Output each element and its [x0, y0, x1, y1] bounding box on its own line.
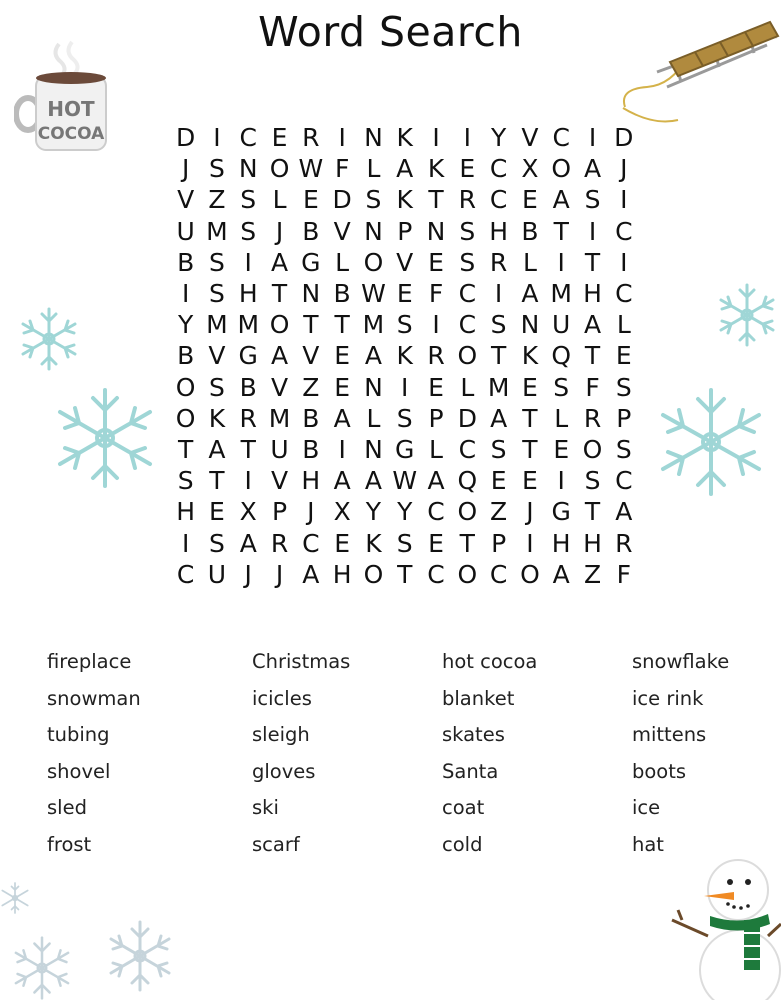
grid-letter[interactable]: X [239, 497, 257, 527]
grid-letter[interactable]: T [428, 185, 444, 215]
word-list-item: ice [632, 796, 661, 820]
grid-letter[interactable]: L [460, 372, 475, 402]
grid-letter[interactable]: A [427, 466, 445, 496]
grid-letter[interactable]: K [521, 341, 539, 371]
grid-letter[interactable]: Z [583, 559, 602, 589]
word-list-item: blanket [442, 686, 515, 710]
grid-letter[interactable]: T [178, 434, 194, 464]
grid-letter[interactable]: L [335, 247, 350, 277]
grid-letter[interactable]: S [553, 372, 570, 402]
word-list-item: hat [632, 832, 664, 856]
grid-letter[interactable]: J [307, 497, 315, 527]
grid-letter[interactable]: I [494, 279, 503, 309]
grid-letter[interactable]: P [428, 403, 444, 433]
grid-letter[interactable]: S [396, 310, 413, 340]
grid-letter[interactable]: D [332, 185, 352, 215]
grid-letter[interactable]: C [489, 185, 508, 215]
grid-letter[interactable]: I [338, 434, 346, 464]
grid-letter[interactable]: I [588, 216, 597, 246]
grid-letter[interactable]: O [269, 310, 290, 340]
grid-letter[interactable]: I [432, 123, 440, 153]
grid-letter[interactable]: C [427, 559, 445, 589]
grid-letter[interactable]: H [332, 559, 352, 589]
grid-letter[interactable]: V [396, 247, 414, 277]
grid-letter[interactable]: N [364, 123, 383, 153]
snowflake-icon [50, 388, 160, 488]
grid-letter[interactable]: S [240, 185, 257, 215]
grid-letter[interactable]: S [615, 434, 632, 464]
grid-letter[interactable]: J [526, 497, 534, 527]
grid-letter[interactable]: T [303, 310, 319, 340]
grid-letter[interactable]: B [302, 403, 320, 433]
grid-letter[interactable]: L [272, 185, 287, 215]
word-list-item: Christmas [252, 650, 351, 673]
grid-letter[interactable]: I [244, 247, 252, 277]
grid-letter[interactable]: R [302, 123, 320, 153]
grid-letter[interactable]: E [334, 528, 351, 558]
word-list-item: tubing [47, 723, 110, 747]
grid-letter[interactable]: A [490, 403, 508, 433]
grid-letter[interactable]: L [366, 154, 381, 184]
grid-letter[interactable]: M [206, 216, 228, 246]
snowman-icon [668, 858, 781, 1000]
grid-letter[interactable]: V [521, 123, 539, 153]
grid-letter[interactable]: A [208, 434, 226, 464]
grid-letter[interactable]: E [522, 466, 538, 496]
grid-letter[interactable]: G [301, 247, 321, 277]
grid-letter[interactable]: F [585, 372, 600, 402]
grid-letter[interactable]: C [615, 466, 633, 496]
grid-letter[interactable]: Y [178, 310, 194, 340]
grid-letter[interactable]: T [584, 497, 601, 527]
grid-letter[interactable]: B [177, 247, 195, 277]
grid-letter[interactable]: R [458, 185, 476, 215]
grid-letter[interactable]: S [209, 279, 225, 309]
word-list-item: ski [252, 796, 279, 820]
grid-letter[interactable]: I [181, 528, 190, 558]
grid-letter[interactable]: I [181, 279, 190, 309]
snowflake-icon [0, 870, 30, 926]
grid-letter[interactable]: A [583, 154, 602, 184]
grid-letter[interactable]: N [238, 154, 258, 184]
grid-letter[interactable]: H [489, 216, 509, 246]
mug-text-hot: HOT [47, 97, 95, 121]
grid-letter[interactable]: N [364, 434, 383, 464]
grid-letter[interactable]: V [208, 341, 226, 371]
grid-letter[interactable]: E [459, 154, 476, 184]
grid-letter[interactable]: M [237, 310, 260, 340]
grid-letter[interactable]: V [177, 185, 195, 215]
grid-letter[interactable]: O [363, 247, 384, 277]
grid-letter[interactable]: T [271, 279, 288, 309]
grid-letter[interactable]: E [553, 434, 570, 464]
grid-letter[interactable]: X [333, 497, 351, 527]
grid-letter[interactable]: A [239, 528, 257, 558]
grid-letter[interactable]: C [302, 528, 320, 558]
grid-letter[interactable]: N [364, 216, 383, 246]
page-title: Word Search [258, 8, 523, 56]
grid-letter[interactable]: I [401, 372, 409, 402]
grid-letter[interactable]: D [176, 123, 196, 153]
grid-letter[interactable]: C [427, 497, 445, 527]
grid-letter[interactable]: R [270, 528, 289, 558]
grid-letter[interactable]: C [458, 279, 477, 309]
grid-letter[interactable]: B [333, 279, 351, 309]
sled-icon [615, 12, 781, 130]
grid-letter[interactable]: H [583, 528, 602, 558]
grid-letter[interactable]: T [459, 528, 475, 558]
grid-letter[interactable]: J [620, 154, 628, 184]
grid-letter[interactable]: A [364, 466, 382, 496]
grid-letter[interactable]: F [616, 559, 631, 589]
grid-letter[interactable]: B [239, 372, 257, 402]
word-list-item: shovel [47, 759, 111, 783]
grid-letter[interactable]: S [209, 528, 225, 558]
grid-letter[interactable]: E [522, 372, 538, 402]
grid-letter[interactable]: O [175, 403, 196, 433]
grid-letter[interactable]: O [457, 559, 478, 589]
grid-letter[interactable]: A [333, 403, 351, 433]
grid-letter[interactable]: U [552, 310, 571, 340]
grid-letter[interactable]: Q [551, 341, 572, 371]
grid-letter[interactable]: N [364, 372, 383, 402]
word-list-item: snowflake [632, 650, 730, 673]
grid-letter[interactable]: V [270, 372, 289, 402]
grid-letter[interactable]: E [209, 497, 225, 527]
grid-letter[interactable]: U [176, 216, 195, 246]
grid-letter[interactable]: B [177, 341, 195, 371]
grid-letter[interactable]: C [615, 216, 633, 246]
grid-letter[interactable]: O [457, 497, 478, 527]
grid-letter[interactable]: V [333, 216, 351, 246]
grid-letter[interactable]: N [426, 216, 446, 246]
grid-letter[interactable]: M [362, 310, 385, 340]
grid-letter[interactable]: H [301, 466, 321, 496]
grid-letter[interactable]: E [271, 123, 288, 153]
grid-letter[interactable]: T [522, 434, 538, 464]
word-list-item: frost [47, 832, 92, 856]
grid-letter[interactable]: S [240, 216, 257, 246]
grid-letter[interactable]: M [268, 403, 291, 433]
grid-letter[interactable]: K [365, 528, 382, 558]
grid-letter[interactable]: N [301, 279, 321, 309]
grid-letter[interactable]: A [615, 497, 633, 527]
word-list-item: icicles [252, 686, 312, 710]
word-list-item: Santa [442, 759, 499, 783]
grid-letter[interactable]: A [396, 154, 414, 184]
word-list-item: mittens [632, 723, 707, 747]
grid-letter[interactable]: U [270, 434, 289, 464]
grid-letter[interactable]: K [208, 403, 226, 433]
grid-letter[interactable]: B [302, 434, 320, 464]
snowflake-icon [652, 388, 770, 496]
grid-letter[interactable]: E [334, 372, 351, 402]
grid-letter[interactable]: G [551, 497, 571, 527]
mug-text-cocoa: COCOA [37, 124, 105, 144]
grid-letter[interactable]: K [427, 154, 445, 184]
letter-grid [170, 122, 639, 590]
grid-letter[interactable]: E [334, 341, 351, 371]
grid-letter[interactable]: I [244, 466, 252, 496]
hot-cocoa-mug-icon [14, 36, 114, 156]
grid-letter[interactable]: Y [397, 497, 413, 527]
grid-letter[interactable]: A [270, 247, 289, 277]
grid-letter[interactable]: I [620, 247, 628, 277]
snowflake-icon [4, 936, 80, 1000]
grid-letter[interactable]: T [334, 310, 350, 340]
grid-letter[interactable]: R [239, 403, 257, 433]
grid-letter[interactable]: A [333, 466, 351, 496]
grid-letter[interactable]: L [366, 403, 381, 433]
grid-letter[interactable]: G [395, 434, 415, 464]
grid-letter[interactable]: V [302, 341, 320, 371]
grid-letter[interactable]: C [489, 154, 508, 184]
snowflake-icon [104, 920, 176, 992]
grid-letter[interactable]: I [338, 123, 346, 153]
word-list-item: gloves [252, 759, 316, 783]
grid-letter[interactable]: X [521, 154, 539, 184]
grid-letter[interactable]: L [554, 403, 569, 433]
grid-letter[interactable]: F [334, 154, 350, 184]
grid-letter[interactable]: I [432, 310, 440, 340]
grid-letter[interactable]: J [244, 559, 252, 589]
grid-letter[interactable]: O [520, 559, 540, 589]
grid-letter[interactable]: H [176, 497, 196, 527]
grid-letter[interactable]: O [363, 559, 384, 589]
grid-letter[interactable]: S [615, 372, 632, 402]
word-list-item: fireplace [47, 650, 132, 673]
snowflake-icon [16, 306, 82, 372]
word-list-item: coat [442, 796, 485, 820]
grid-letter[interactable]: T [209, 466, 225, 496]
grid-letter[interactable]: Z [302, 372, 320, 402]
grid-letter[interactable]: P [491, 528, 507, 558]
grid-letter[interactable]: S [459, 216, 476, 246]
grid-letter[interactable]: I [588, 123, 597, 153]
grid-letter[interactable]: S [177, 466, 194, 496]
grid-letter[interactable]: Y [490, 123, 507, 153]
grid-letter[interactable]: E [428, 528, 444, 558]
grid-letter[interactable]: J [275, 559, 284, 589]
grid-letter[interactable]: Z [490, 497, 508, 527]
grid-letter[interactable]: T [584, 341, 601, 371]
grid-letter[interactable]: H [583, 279, 602, 309]
grid-letter[interactable]: N [520, 310, 540, 340]
grid-letter[interactable]: C [489, 559, 508, 589]
grid-letter[interactable]: Q [457, 466, 478, 496]
grid-letter[interactable]: I [213, 123, 221, 153]
grid-letter[interactable]: A [552, 559, 570, 589]
grid-letter[interactable]: Y [365, 497, 382, 527]
grid-letter[interactable]: I [557, 247, 565, 277]
grid-letter[interactable]: W [392, 466, 418, 496]
grid-letter[interactable]: S [459, 247, 476, 277]
word-list-item: hot cocoa [442, 650, 538, 673]
grid-letter[interactable]: D [457, 403, 477, 433]
grid-letter[interactable]: J [181, 154, 190, 184]
grid-letter[interactable]: A [270, 341, 289, 371]
grid-letter[interactable]: O [582, 434, 603, 464]
grid-letter[interactable]: R [489, 247, 508, 277]
grid-letter[interactable]: U [207, 559, 227, 589]
grid-letter[interactable]: S [209, 372, 225, 402]
grid-letter[interactable]: P [616, 403, 632, 433]
grid-letter[interactable]: S [490, 434, 507, 464]
grid-letter[interactable]: H [551, 528, 571, 558]
grid-letter[interactable]: E [428, 372, 444, 402]
word-list-item: scarf [252, 832, 300, 856]
grid-letter[interactable]: S [396, 528, 413, 558]
grid-letter[interactable]: P [272, 497, 288, 527]
grid-letter[interactable]: E [522, 185, 538, 215]
grid-letter[interactable]: V [270, 466, 289, 496]
grid-letter[interactable]: S [490, 310, 507, 340]
word-list-item: boots [632, 759, 687, 783]
grid-letter[interactable]: E [615, 341, 632, 371]
grid-letter[interactable]: T [397, 559, 413, 589]
grid-letter[interactable]: O [175, 372, 196, 402]
grid-letter[interactable]: C [552, 123, 570, 153]
grid-letter[interactable]: A [302, 559, 320, 589]
grid-letter[interactable]: I [620, 185, 628, 215]
grid-letter[interactable]: A [364, 341, 382, 371]
grid-letter[interactable]: L [429, 434, 443, 464]
grid-letter[interactable]: P [397, 216, 413, 246]
grid-letter[interactable]: S [209, 154, 225, 184]
grid-letter[interactable]: W [361, 279, 386, 309]
grid-letter[interactable]: I [526, 528, 534, 558]
grid-letter[interactable]: I [557, 466, 565, 496]
grid-letter[interactable]: L [616, 310, 631, 340]
grid-letter[interactable]: I [463, 123, 471, 153]
grid-letter[interactable]: A [521, 279, 539, 309]
grid-letter[interactable]: C [458, 434, 477, 464]
word-list-item: snowman [47, 686, 141, 710]
grid-letter[interactable]: T [490, 341, 507, 371]
grid-letter[interactable]: F [428, 279, 444, 309]
grid-letter[interactable]: S [584, 466, 601, 496]
grid-letter[interactable]: W [298, 154, 324, 184]
grid-letter[interactable]: M [487, 372, 510, 402]
word-list-item: skates [442, 723, 505, 747]
grid-letter[interactable]: H [238, 279, 258, 309]
word-list-item: ice rink [632, 686, 704, 710]
snowflake-icon [714, 282, 780, 348]
grid-letter[interactable]: E [396, 279, 413, 309]
grid-letter[interactable]: R [583, 403, 602, 433]
grid-letter[interactable]: M [206, 310, 228, 340]
grid-letter[interactable]: T [522, 403, 538, 433]
grid-letter[interactable]: G [238, 341, 258, 371]
grid-letter[interactable]: B [521, 216, 539, 246]
word-list-item: sled [47, 796, 87, 820]
word-list-item: sleigh [252, 723, 310, 747]
grid-letter[interactable]: A [552, 185, 570, 215]
grid-letter[interactable]: D [614, 123, 634, 153]
grid-letter[interactable]: C [176, 559, 195, 589]
grid-letter[interactable]: B [302, 216, 320, 246]
grid-letter[interactable]: R [427, 341, 445, 371]
grid-letter[interactable]: S [209, 247, 225, 277]
grid-letter[interactable]: A [583, 310, 602, 340]
grid-letter[interactable]: K [396, 341, 413, 371]
word-list [47, 650, 767, 870]
grid-letter[interactable]: O [551, 154, 572, 184]
grid-letter[interactable]: R [615, 528, 633, 558]
word-list-item: cold [442, 832, 483, 856]
grid-letter[interactable]: O [457, 341, 478, 371]
grid-letter[interactable]: E [428, 247, 444, 277]
grid-letter[interactable]: K [396, 185, 413, 215]
grid-letter[interactable]: C [615, 279, 633, 309]
grid-letter[interactable]: T [553, 216, 569, 246]
grid-letter[interactable]: Z [208, 185, 226, 215]
grid-letter[interactable]: S [584, 185, 601, 215]
grid-letter[interactable]: C [458, 310, 477, 340]
grid-letter[interactable]: S [396, 403, 413, 433]
grid-letter[interactable]: M [550, 279, 572, 309]
grid-letter[interactable]: O [269, 154, 290, 184]
grid-letter[interactable]: T [584, 247, 601, 277]
grid-letter[interactable]: C [239, 123, 257, 153]
grid-letter[interactable]: T [240, 434, 256, 464]
grid-letter[interactable]: K [396, 123, 413, 153]
grid-letter[interactable]: E [302, 185, 319, 215]
grid-letter[interactable]: J [275, 216, 284, 246]
grid-letter[interactable]: S [365, 185, 382, 215]
grid-letter[interactable]: L [522, 247, 537, 277]
grid-letter[interactable]: E [490, 466, 507, 496]
